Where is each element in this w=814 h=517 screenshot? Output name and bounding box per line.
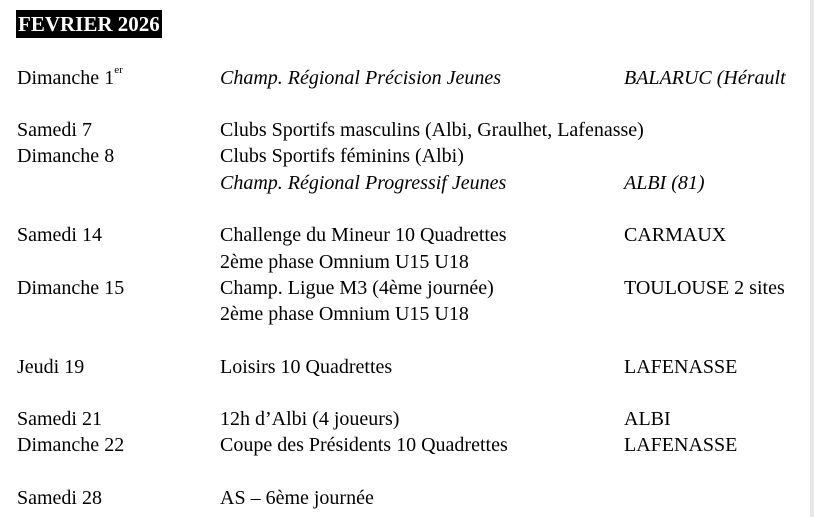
schedule-line <box>0 354 810 380</box>
line-event: Loisirs 10 Quadrettes <box>220 356 393 378</box>
month-title: FEVRIER 2026 <box>18 12 160 36</box>
schedule-line <box>0 301 810 327</box>
line-date: Dimanche 1er <box>17 64 123 89</box>
line-place: LAFENASSE <box>624 356 738 378</box>
schedule-line <box>0 170 810 196</box>
line-place: LAFENASSE <box>624 434 738 456</box>
line-event: Champ. Régional Progressif Jeunes <box>220 172 507 194</box>
schedule-line <box>0 485 810 511</box>
line-date: Dimanche 8 <box>17 145 115 167</box>
page-edge <box>810 0 814 517</box>
schedule-line <box>0 432 810 458</box>
schedule-line <box>0 249 810 275</box>
line-event: Champ. Ligue M3 (4ème journée) <box>220 277 494 299</box>
line-event: 2ème phase Omnium U15 U18 <box>220 303 469 325</box>
line-place: ALBI (81) <box>624 172 705 194</box>
ordinal-suffix: er <box>114 64 123 77</box>
schedule-line <box>0 65 810 91</box>
line-date: Dimanche 22 <box>17 434 125 456</box>
line-event: Champ. Régional Précision Jeunes <box>220 67 502 89</box>
schedule-line <box>0 143 810 169</box>
schedule-line <box>0 275 810 301</box>
line-event: 2ème phase Omnium U15 U18 <box>220 251 469 273</box>
line-date: Samedi 21 <box>17 408 102 430</box>
line-date: Samedi 7 <box>17 119 92 141</box>
line-event: Clubs Sportifs masculins (Albi, Graulhet, Lafenasse) <box>220 119 644 141</box>
line-event: Challenge du Mineur 10 Quadrettes <box>220 224 507 246</box>
schedule-line <box>0 406 810 432</box>
line-place: ALBI <box>624 408 671 430</box>
line-date: Samedi 28 <box>17 487 102 509</box>
line-date: Samedi 14 <box>17 224 102 246</box>
line-place: BALARUC (Hérault <box>624 67 786 89</box>
line-event: Coupe des Présidents 10 Quadrettes <box>220 434 508 456</box>
line-place: CARMAUX <box>624 224 727 246</box>
schedule-line <box>0 222 810 248</box>
line-event: Clubs Sportifs féminins (Albi) <box>220 145 464 167</box>
line-place: TOULOUSE 2 sites <box>624 277 785 299</box>
schedule-line <box>0 117 810 143</box>
line-date: Jeudi 19 <box>17 356 85 378</box>
line-date: Dimanche 15 <box>17 277 125 299</box>
line-event: 12h d’Albi (4 joueurs) <box>220 408 400 430</box>
line-event: AS – 6ème journée <box>220 487 374 509</box>
